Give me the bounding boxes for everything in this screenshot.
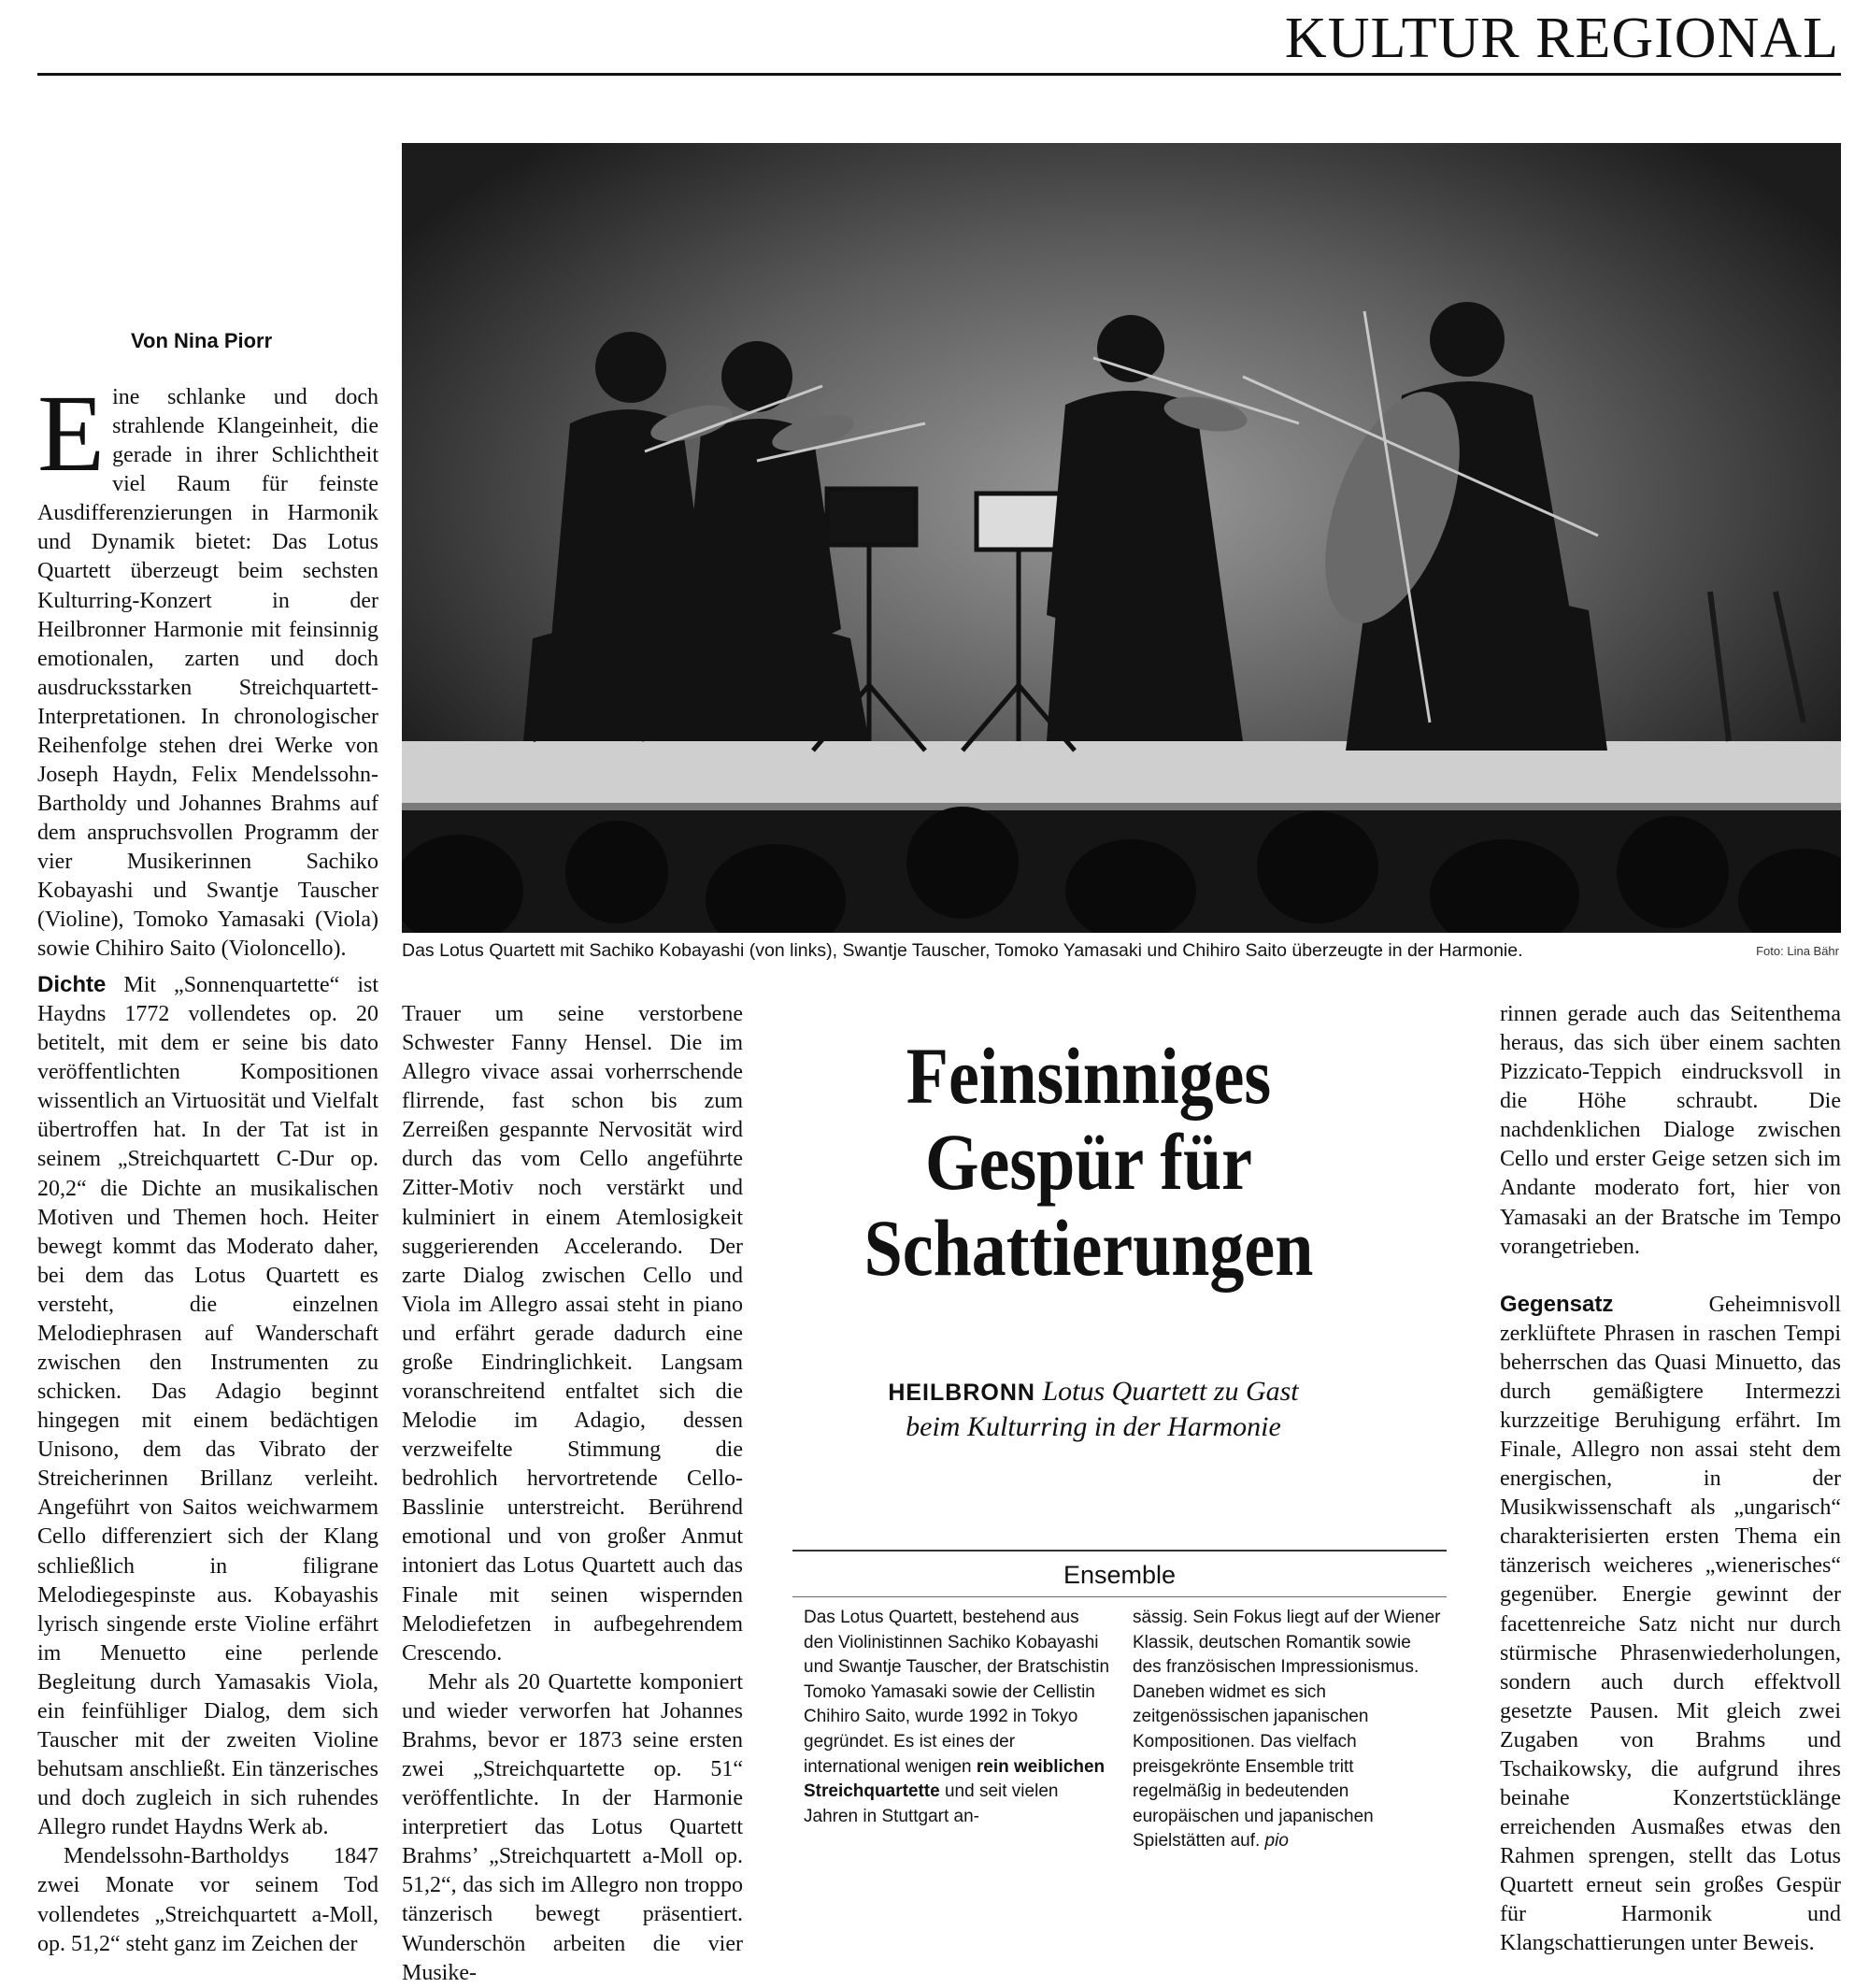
section-title: KULTUR REGIONAL — [1284, 7, 1839, 70]
subheadline — [804, 1374, 1383, 1444]
paragraph-dichte — [37, 970, 378, 1842]
photo-caption: Das Lotus Quartett mit Sachiko Kobayashi (von links), Swantje Tauscher, Tomoko Yamasaki und Chihiro Saito überzeugte in der Harmonie. — [402, 940, 1523, 961]
concert-photo — [402, 143, 1841, 933]
headline — [811, 1031, 1365, 1294]
infobox-text-2 — [1133, 1606, 1441, 1854]
subheadline-line-1: Lotus Quartett zu Gast — [1042, 1376, 1299, 1407]
infobox-column-2 — [1133, 1606, 1441, 1854]
paragraph-gegensatz-text: Geheimnisvoll zerklüftete Phrasen in raschen Tempi beherrschen das Quasi Minuetto, das durch gemäßigtere Intermezzi kurzzeitige Beruhigung erfährt. Im Finale, Allegro non assai steht dem energischen, in der Musikwissenschaft als „ungarisch“ charakterisierten ersten Thema ein tänzerisch weicheres „wienerisches“ gegenüber. Energie gewinnt der facettenreiche Satz nicht nur durch stürmische Phrasenwiederholungen, sondern auch durch effektvoll gesetzte Pausen. Mit gleich zwei Zugaben von Brahms und Tschaikowsky, die aufgrund ihres beinahe Konzertstücklänge erreichenden Ausmaßes etwas den Rahmen sprengen, stellt das Lotus Quartett erneut sein großes Gespür für Harmonik und Klangschattierungen unter Beweis. — [1500, 1292, 1841, 1956]
intro-text: ine schlanke und doch strahlende Klangeinheit, die gerade in ihrer Schlichtheit viel Raum für feinste Ausdifferenzierungen in Harmonik und Dynamik bietet: Das Lotus Quartett überzeugt beim sechsten Kulturring-Konzert in der Heilbronner Harmonie mit feinsinnig emotionalen, zarten und doch ausdrucksstarken Streichquartett-Interpretationen. In chronologischer Reihenfolge stehen drei Werke von Joseph Haydn, Felix Mendelssohn-Bartholdy und Johannes Brahms auf dem anspruchsvollen Programm der vier Musikerinnen Sachiko Kobayashi und Swantje Tauscher (Violine), Tomoko Yamasaki (Viola) sowie Chihiro Saito (Violoncello). — [37, 385, 378, 962]
infobox-column-1 — [804, 1606, 1112, 1829]
concert-photo-illustration — [402, 143, 1841, 933]
infobox-title-rule — [792, 1596, 1447, 1597]
paragraph-brahms: Mehr als 20 Quartette komponiert und wieder verworfen hat Johannes Brahms, bevor er 1873 seine ersten zwei „Streichquartette op. 51“ veröffentlichte. In der Harmonie interpretiert das Lotus Quartett Brahms’ „Streichquartett a-Moll op. 51,2“, das sich im Allegro non troppo tänzerisch bewegt präsentiert. Wunderschön arbeiten die vier Musike- — [402, 1669, 743, 1985]
headline-line-2: Gespür für — [925, 1117, 1252, 1208]
paragraph-gegensatz — [1500, 1290, 1841, 1959]
infobox-author: pio — [1264, 1831, 1289, 1852]
paragraph-dichte-text: Mit „Sonnenquartette“ ist Haydns 1772 vollendetes op. 20 betitelt, mit dem er seine bis dato veröffentlichten Kompositionen wissentlich an Virtuosität und Vielfalt übertroffen hat. In der Tat ist in seinem „Streichquartett C-Dur op. 20,2“ die Dichte an musikalischen Motiven und Themen hoch. Heiter bewegt kommt das Moderato daher, bei dem das Lotus Quartett es versteht, die einzelnen Melodiephrasen auf Wanderschaft zwischen den Instrumenten zu schicken. Das Adagio beginnt hingegen mit einem bedächtigen Unisono, dem das Vibrato der Streicherinnen Brillanz verleiht. Angeführt von Saitos weichwarmem Cello differenziert sich der Klang schließlich in filigrane Melodiegespinste aus. Kobayashis lyrisch singende erste Violine erfährt im Menuetto eine perlende Begleitung durch Yamasakis Viola, ein feinfühliger Dialog, dem sich Tauscher mit der zweiten Violine behutsam anschließt. Ein tänzerisches und doch zugleich in sich ruhendes Allegro rundet Haydns Werk ab. — [37, 973, 378, 1840]
infobox-title: Ensemble — [1063, 1561, 1177, 1589]
dropcap: E — [37, 372, 106, 494]
infobox-text-1a: Das Lotus Quartett, bestehend aus den Violinistinnen Sachiko Kobayashi und Swantje Tauscher, der Bratschistin Tomoko Yamasaki sowie der Cellistin Chihiro Saito, wurde 1992 in Tokyo gegründet. Es ist eines der international wenigen — [804, 1608, 1110, 1777]
photo-credit: Foto: Lina Bähr — [1756, 944, 1839, 958]
paragraph-mendelssohn: Mendelssohn-Bartholdys 1847 zwei Monate vor seinem Tod vollendetes „Streichquartett a-Moll, op. 51,2“ steht ganz im Zeichen der — [37, 1844, 378, 1956]
infobox-text-1-bold: rein weiblichen Streichquartette — [804, 1756, 1106, 1802]
infobox-text-1b: und seit vielen Jahren in Stuttgart an- — [804, 1781, 1059, 1826]
infobox-text-2a: sässig. Sein Fokus liegt auf der Wiener Klassik, deutschen Romantik sowie des französischen Impressionismus. Daneben widmet es sich zeitgenössischen japanischen Kompositionen. Das vielfach preisgekrönte Ensemble tritt regelmäßig in bedeutenden europäischen und japanischen Spielstätten auf. — [1133, 1608, 1441, 1852]
header-rule — [37, 73, 1841, 76]
article-column-4 — [1500, 1000, 1841, 1959]
infobox-top-rule — [792, 1550, 1447, 1552]
intro-paragraph — [37, 372, 378, 965]
paragraph-trauer: Trauer um seine verstorbene Schwester Fanny Hensel. Die im Allegro vivace assai vorherrschende flirrende, fast schon bis zum Zerreißen gespannte Nervosität wird durch das vom Cello angeführte Zitter-Motiv noch verstärkt und kulminiert in einem Atemlosigkeit suggerierenden Accelerando. Der zarte Dialog zwischen Cello und Viola im Allegro assai steht in piano und erfährt gerade dadurch eine große Eindringlichkeit. Langsam voranschreitend entfaltet sich die Melodie im Adagio, dessen verzweifelte Stimmung die bedrohlich hervortretende Cello-Basslinie unterstreicht. Berührend emotional und von großer Anmut intoniert das Lotus Quartett auch das Finale mit seinen wispernden Melodiefetzen in aufbegehrendem Crescendo. — [402, 1002, 743, 1666]
article-column-1 — [37, 970, 378, 1959]
headline-line-3: Schattierungen — [863, 1203, 1314, 1294]
headline-line-1: Feinsinniges — [906, 1031, 1272, 1121]
subheadline-line-2: beim Kulturring in der Harmonie — [906, 1410, 1281, 1442]
dateline-place: HEILBRONN — [888, 1380, 1035, 1406]
infobox-text-1 — [804, 1606, 1112, 1829]
subhead-dichte: Dichte — [37, 972, 107, 997]
intro-column — [37, 372, 378, 965]
paragraph-seitenthema: rinnen gerade auch das Seitenthema heraus, das sich über einem sachten Pizzicato-Teppich eindrucksvoll in die Höhe schraubt. Die nachdenklichen Dialoge zwischen Cello und erster Geige setzen sich im Andante moderato fort, hier von Yamasaki an der Bratsche im Tempo vorangetrieben. — [1500, 1002, 1841, 1259]
subhead-gegensatz: Gegensatz — [1500, 1291, 1614, 1317]
byline: Von Nina Piorr — [131, 329, 273, 352]
article-column-2 — [402, 1000, 743, 1988]
